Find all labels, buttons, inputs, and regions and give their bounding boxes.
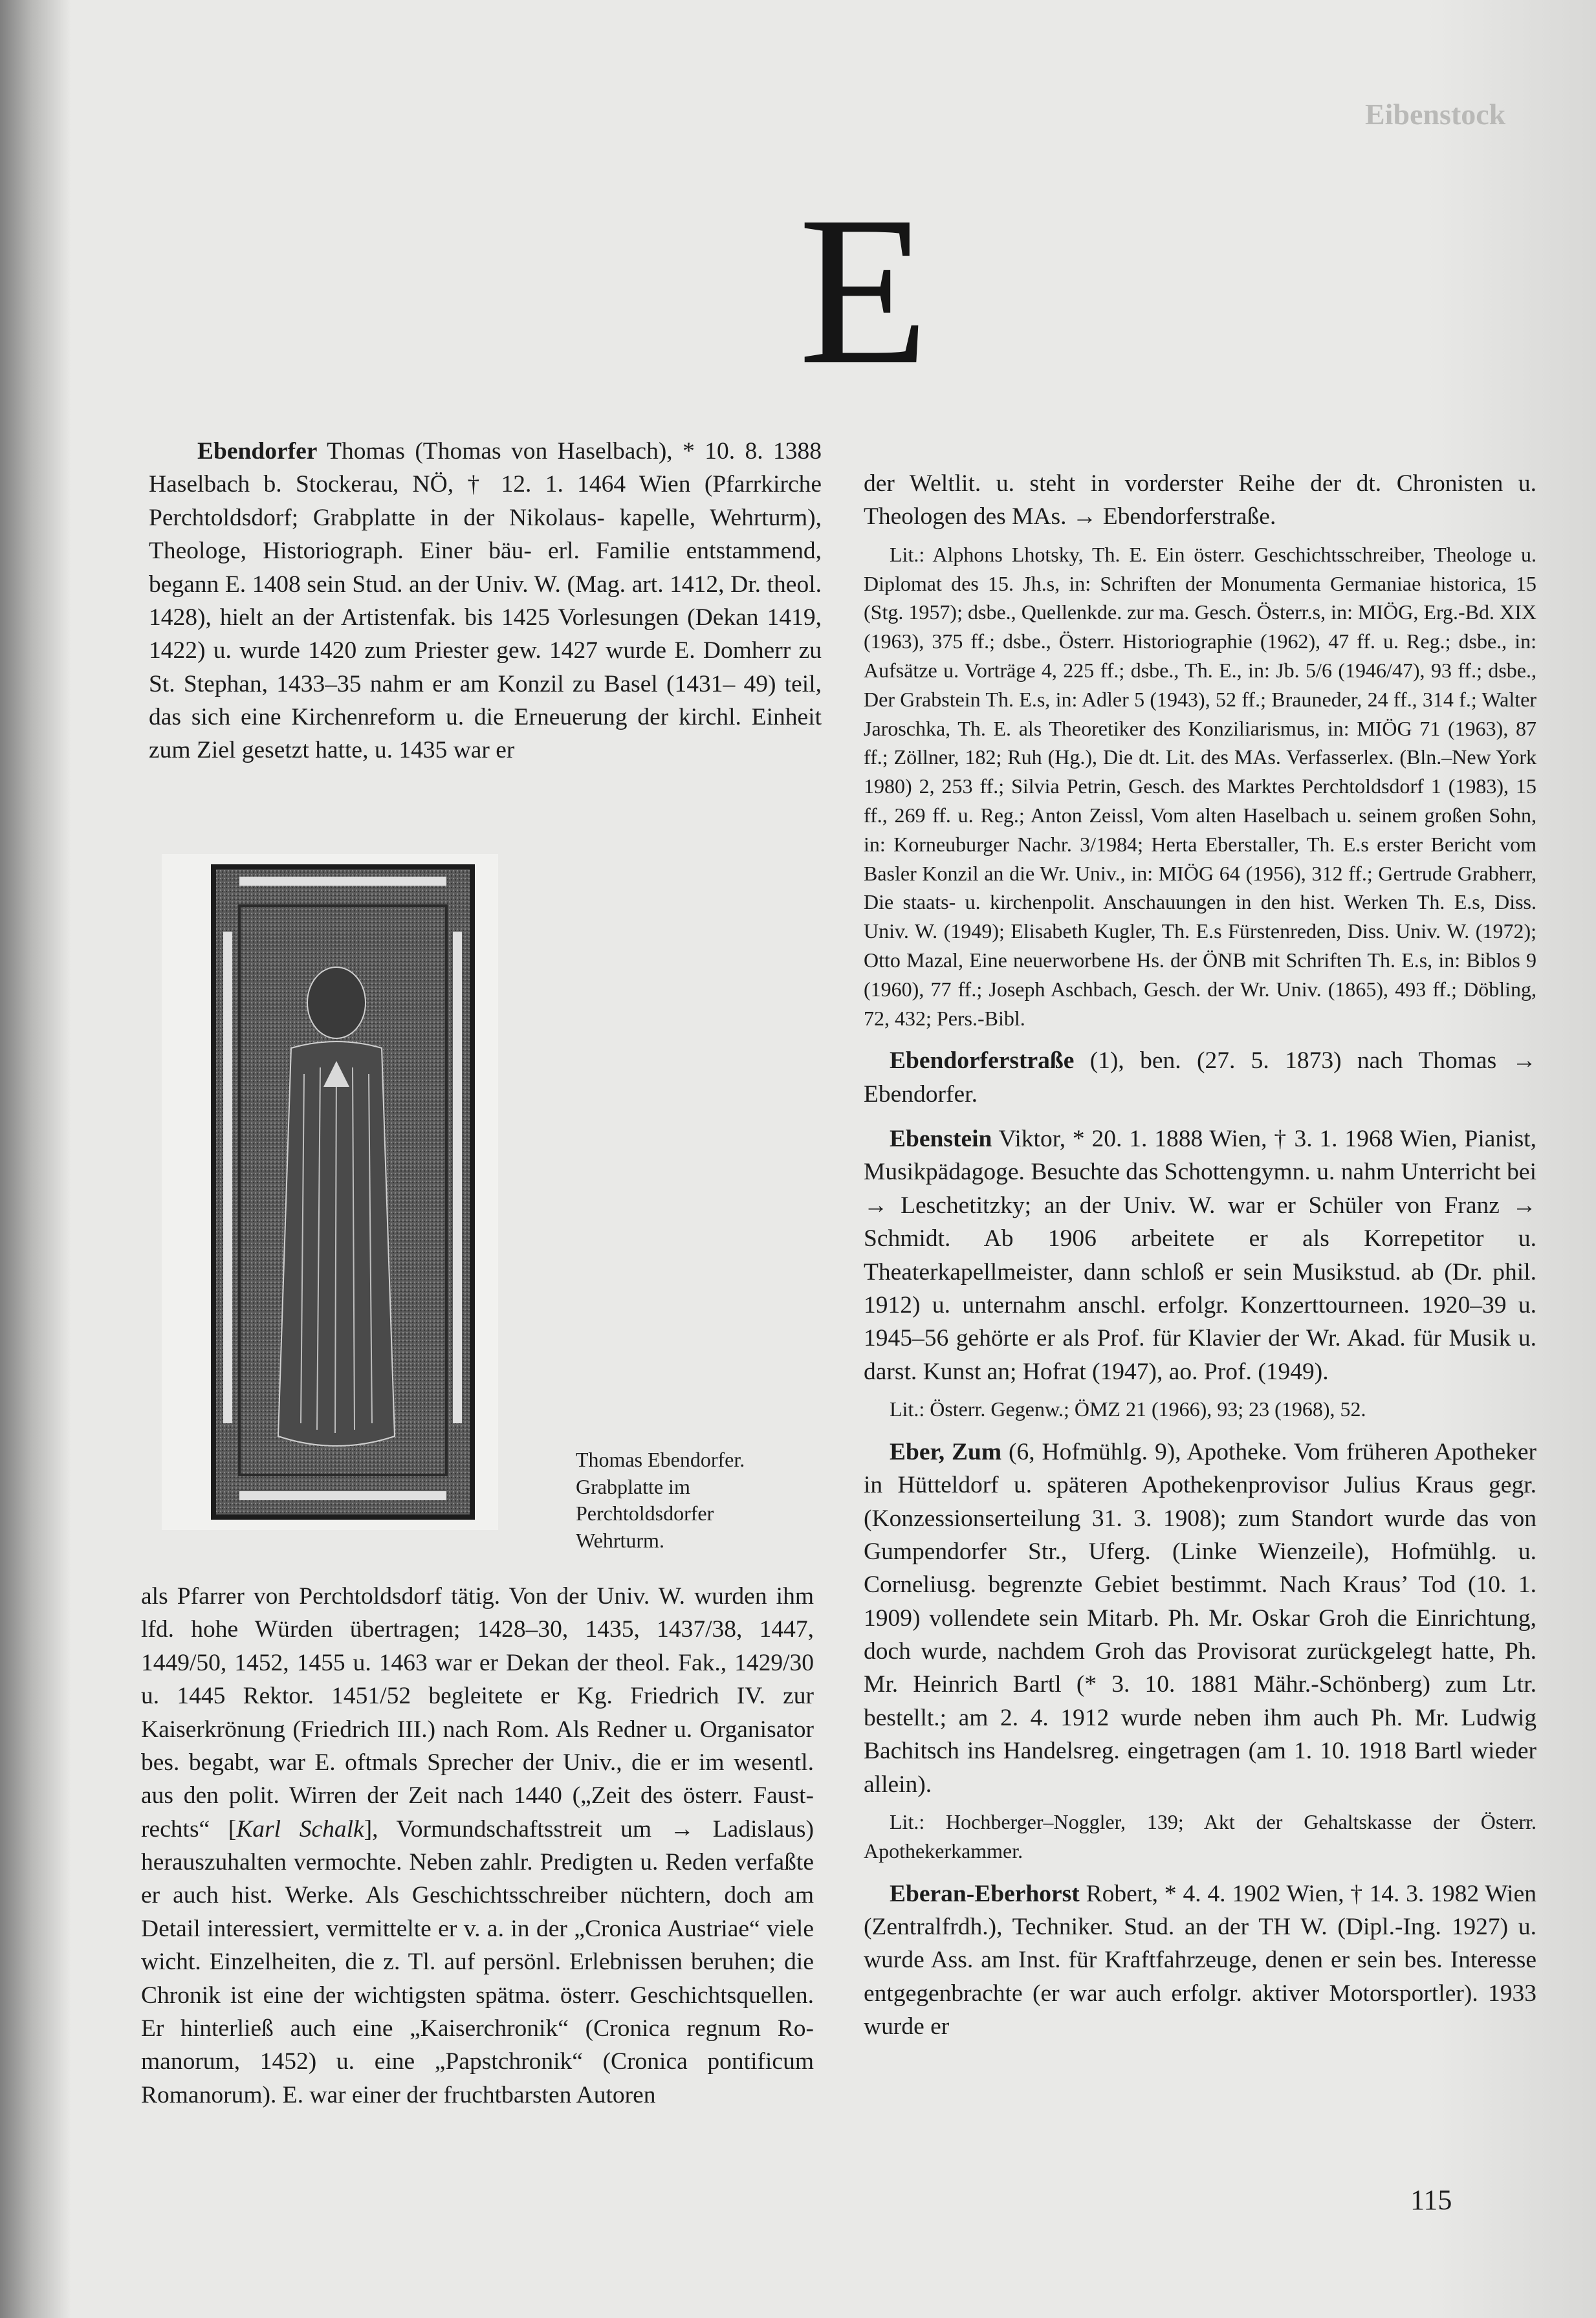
entry-eber-zum-literature: Lit.: Hochberger–Noggler, 139; Akt der Gehaltskasse der Österr. Apothekerkammer. [864, 1810, 1536, 1863]
gravestone-photo [162, 854, 498, 1530]
text-line: wurde 1420 zum Priester gew. 1427 wurde E. Domherr zu [239, 637, 822, 664]
text-line: der Univ. W. (Mag. art. 1412, Dr. theol. 1428), hielt an der [149, 571, 822, 631]
entry-eberan-eberhorst: Eberan-Eberhorst Robert, * 4. 4. 1902 Wien, † 14. 3. 1982 Wien (Zentralfrdh.), Techniker. Stud. an der TH W. (Dipl.-Ing. 1927) u. wurde Ass. am Inst. für Kraftfahrzeuge, denen er sein bes. Interesse entgegenbrachte (er war auch erfolgr. aktiver Motorsportler). 1933 wurde er [864, 1880, 1536, 2040]
text-line: (Pfarrkirche Perchtoldsdorf; Grabplatte in der Nikolaus- [149, 471, 822, 531]
entry-eber-zum: Eber, Zum (6, Hofmühlg. 9), Apotheke. Vom früheren Apotheker in Hütteldorf u. späteren Apothekenprovisor Julius Kraus gegr. (Konzessionserteilung 31. 3. 1908); zum Standort wurde das von Gumpendorfer Str., Uferg. (Linke Wienzeile), Hofmühlg. u. Corneliusg. begrenzte Gebiet bestimmt. Nach Kraus’ Tod (10. 1. 1909) vollendete sein Mitarb. Ph. Mr. Oskar Groh die Einrichtung, doch wurde, nachdem Groh das Provisorat zurückgelegt hatte, Ph. Mr. Heinrich Bartl (* 3. 10. 1881 Mähr.-Schönberg) zum Ltr. bestellt.; am 2. 4. 1912 wurde neben ihm auch Ph. Mr. Ludwig Bachitsch ins Handelsreg. eingetragen (am 1. 10. 1918 Bartl wieder allein). Lit.: Hochberger–Noggler, 139; Akt der Gehaltskasse der Österr. Apothekerkammer. [864, 1436, 1536, 1866]
text-line: erl. Familie entstammend, begann E. 1408 sein Stud. an [149, 538, 822, 598]
left-column-bottom [141, 1580, 814, 2112]
entry-ebenstein-literature: Lit.: Österr. Gegenw.; ÖMZ 21 (1966), 93; 23 (1968), 52. [890, 1397, 1366, 1421]
book-gutter-shadow [0, 0, 71, 2318]
text-line: 1388 Haselbach b. Stockerau, NÖ, † 12. 1. 1464 Wien [149, 438, 822, 498]
right-column [864, 467, 1536, 2043]
facing-page-title: Eibenstock [1365, 98, 1506, 131]
entry-ebendorfer-literature: Lit.: Alphons Lhotsky, Th. E. Ein österr. Geschichtsschreiber, Theologe u. Diplomat des 15. Jh.s, in: Schriften der Monumenta Germaniae historica, 15 (Stg. 1957); dsbe., Quellenkde. zur ma. Gesch. Österr.s, in: MIÖG, Erg.-Bd. XIX (1963), 375 ff.; dsbe., Österr. Historiographie (1962), 47 ff. u. Reg.; dsbe., in: Aufsätze u. Vorträge 4, 225 ff.; dsbe., Th. E., in: Jb. 5/6 (1946/47), 93 ff.; dsbe., Der Grabstein Th. E.s, in: Adler 5 (1943), 52 ff.; Brauneder, 24 ff., 314 f.; Walter Jaroschka, Th. E. als Theoretiker des Konziliarismus, in: MIÖG 71 (1963), 87 ff.; Zöllner, 182; Ruh (Hg.), Die dt. Lit. des MAs. Verfasserlex. (Bln.–New York 1980) 2, 253 ff.; Silvia Petrin, Gesch. des Marktes Perchtoldsdorf 1 (1983), 15 ff., 269 ff. u. Reg.; Anton Zeissl, Vom alten Haselbach u. seinem großen Sohn, in: Korneuburger Nachr. 3/1984; Herta Eberstaller, Th. E.s erster Bericht vom Basler Konzil an die Wr. Univ., in: MIÖG 64 (1956), 312 ff.; Gertrude Grabherr, Die staats- u. kirchenpolit. Anschauungen in den hist. Werken Th. E.s, Diss. Univ. W. (1949); Elisabeth Kugler, Th. E.s Fürstenreden, Diss. Univ. W. (1972); Otto Mazal, Eine neuerworbene Hs. der ÖNB mit Schriften Th. E.s, in: Biblos 9 (1960), 77 ff.; Joseph Aschbach, Gesch. der Wr. Univ. (1865), 493 ff.; Döbling, 72, 432; Pers.-Bibl. [864, 542, 1536, 1030]
text-line: 49) teil, das sich eine Kirchenreform u. die Erneuerung [149, 670, 822, 730]
text-line: kapelle, Wehrturm), Theologe, Historiograph. Einer bäu- [149, 504, 822, 565]
entry-ebenstein: Ebenstein Viktor, * 20. 1. 1888 Wien, † 3. 1. 1968 Wien, Pianist, Musikpädagoge. Besuchte das Schottengymn. u. nahm Unterricht bei → Leschetitzky; an der Univ. W. war er Schüler von Franz → Schmidt. Ab 1906 arbeitete er als Korrepetitor u. Theaterkapellmeister, dann schloß er sein Musikstud. ab (Dr. phil. 1912) u. unternahm anschl. erfolgr. Konzerttourneen. 1920–39 u. 1945–56 gehörte er als Prof. für Klavier der Wr. Akad. für Musik u. darst. Kunst an; Hofrat (1947), ao. Prof. (1949). Lit.: Österr. Gegenw.; ÖMZ 21 (1966), 93; 23 (1968), 52. [864, 1122, 1536, 1424]
entry-ebendorferstrasse: Ebendorferstraße (1), ben. (27. 5. 1873) nach Thomas → Ebendorfer. [864, 1047, 1536, 1108]
entry-ebendorfer-text [149, 435, 822, 767]
text-line: der kirchl. Einheit zum Ziel gesetzt hatte, u. 1435 war er [149, 704, 822, 764]
text-line: St. Stephan, 1433–35 nahm er am Konzil zu Basel (1431– [149, 670, 744, 697]
entry-ebendorfer [149, 435, 822, 767]
photo-caption: Thomas Ebendorfer. Grabplatte im Perchtoldsdorfer Wehrturm. [576, 1448, 745, 1552]
page-number: 115 [1410, 2184, 1452, 2216]
headword: Ebendorfer [197, 438, 318, 465]
text-line: Artistenfak. bis 1425 Vorlesungen (Dekan 1419, 1422) u. [149, 604, 822, 664]
section-letter: E [798, 173, 929, 409]
left-column-top [149, 435, 822, 767]
text-line: Thomas (Thomas von Haselbach), * 10. 8. [317, 438, 773, 465]
entry-ebendorfer-end: der Weltlit. u. steht in vorderster Reihe der dt. Chronisten u. Theologen des MAs. → Ebendorferstraße. [864, 470, 1536, 530]
entry-ebendorfer-continued: als Pfarrer von Perchtoldsdorf tätig. Von der Univ. W. wurden ihm lfd. hohe Würden übertragen; 1428–30, 1435, 1437/38, 1447, 1449/50, 1452, 1455 u. 1463 war er Dekan der theol. Fak., 1429/30 u. 1445 Rektor. 1451/52 begleitete er Kg. Friedrich IV. zur Kaiserkrönung (Friedrich III.) nach Rom. Als Redner u. Organisator bes. begabt, war E. oftmals Sprecher der Univ., die er im wesentl. aus den polit. Wirren der Zeit nach 1440 („Zeit des österr. Faustrechts“ [Karl Schalk], Vormundschaftsstreit um → Ladislaus) herauszuhalten vermochte. Neben zahlr. Predigten u. Reden verfaßte er auch hist. Werke. Als Geschichtsschreiber nüchtern, doch am Detail interessiert, vermittelte er v. a. in der „Cronica Austriae“ viele wicht. Einzelheiten, die z. Tl. auf persönl. Erlebnissen beruhen; die Chronik ist eine der wichtigsten spätma. österr. Geschichtsquellen. Er hinterließ auch eine „Kaiserchronik“ (Cronica regnum Romanorum, 1452) u. eine „Papstchronik“ (Cronica pontificum Romanorum). E. war einer der fruchtbarsten Autoren [141, 1583, 814, 2108]
